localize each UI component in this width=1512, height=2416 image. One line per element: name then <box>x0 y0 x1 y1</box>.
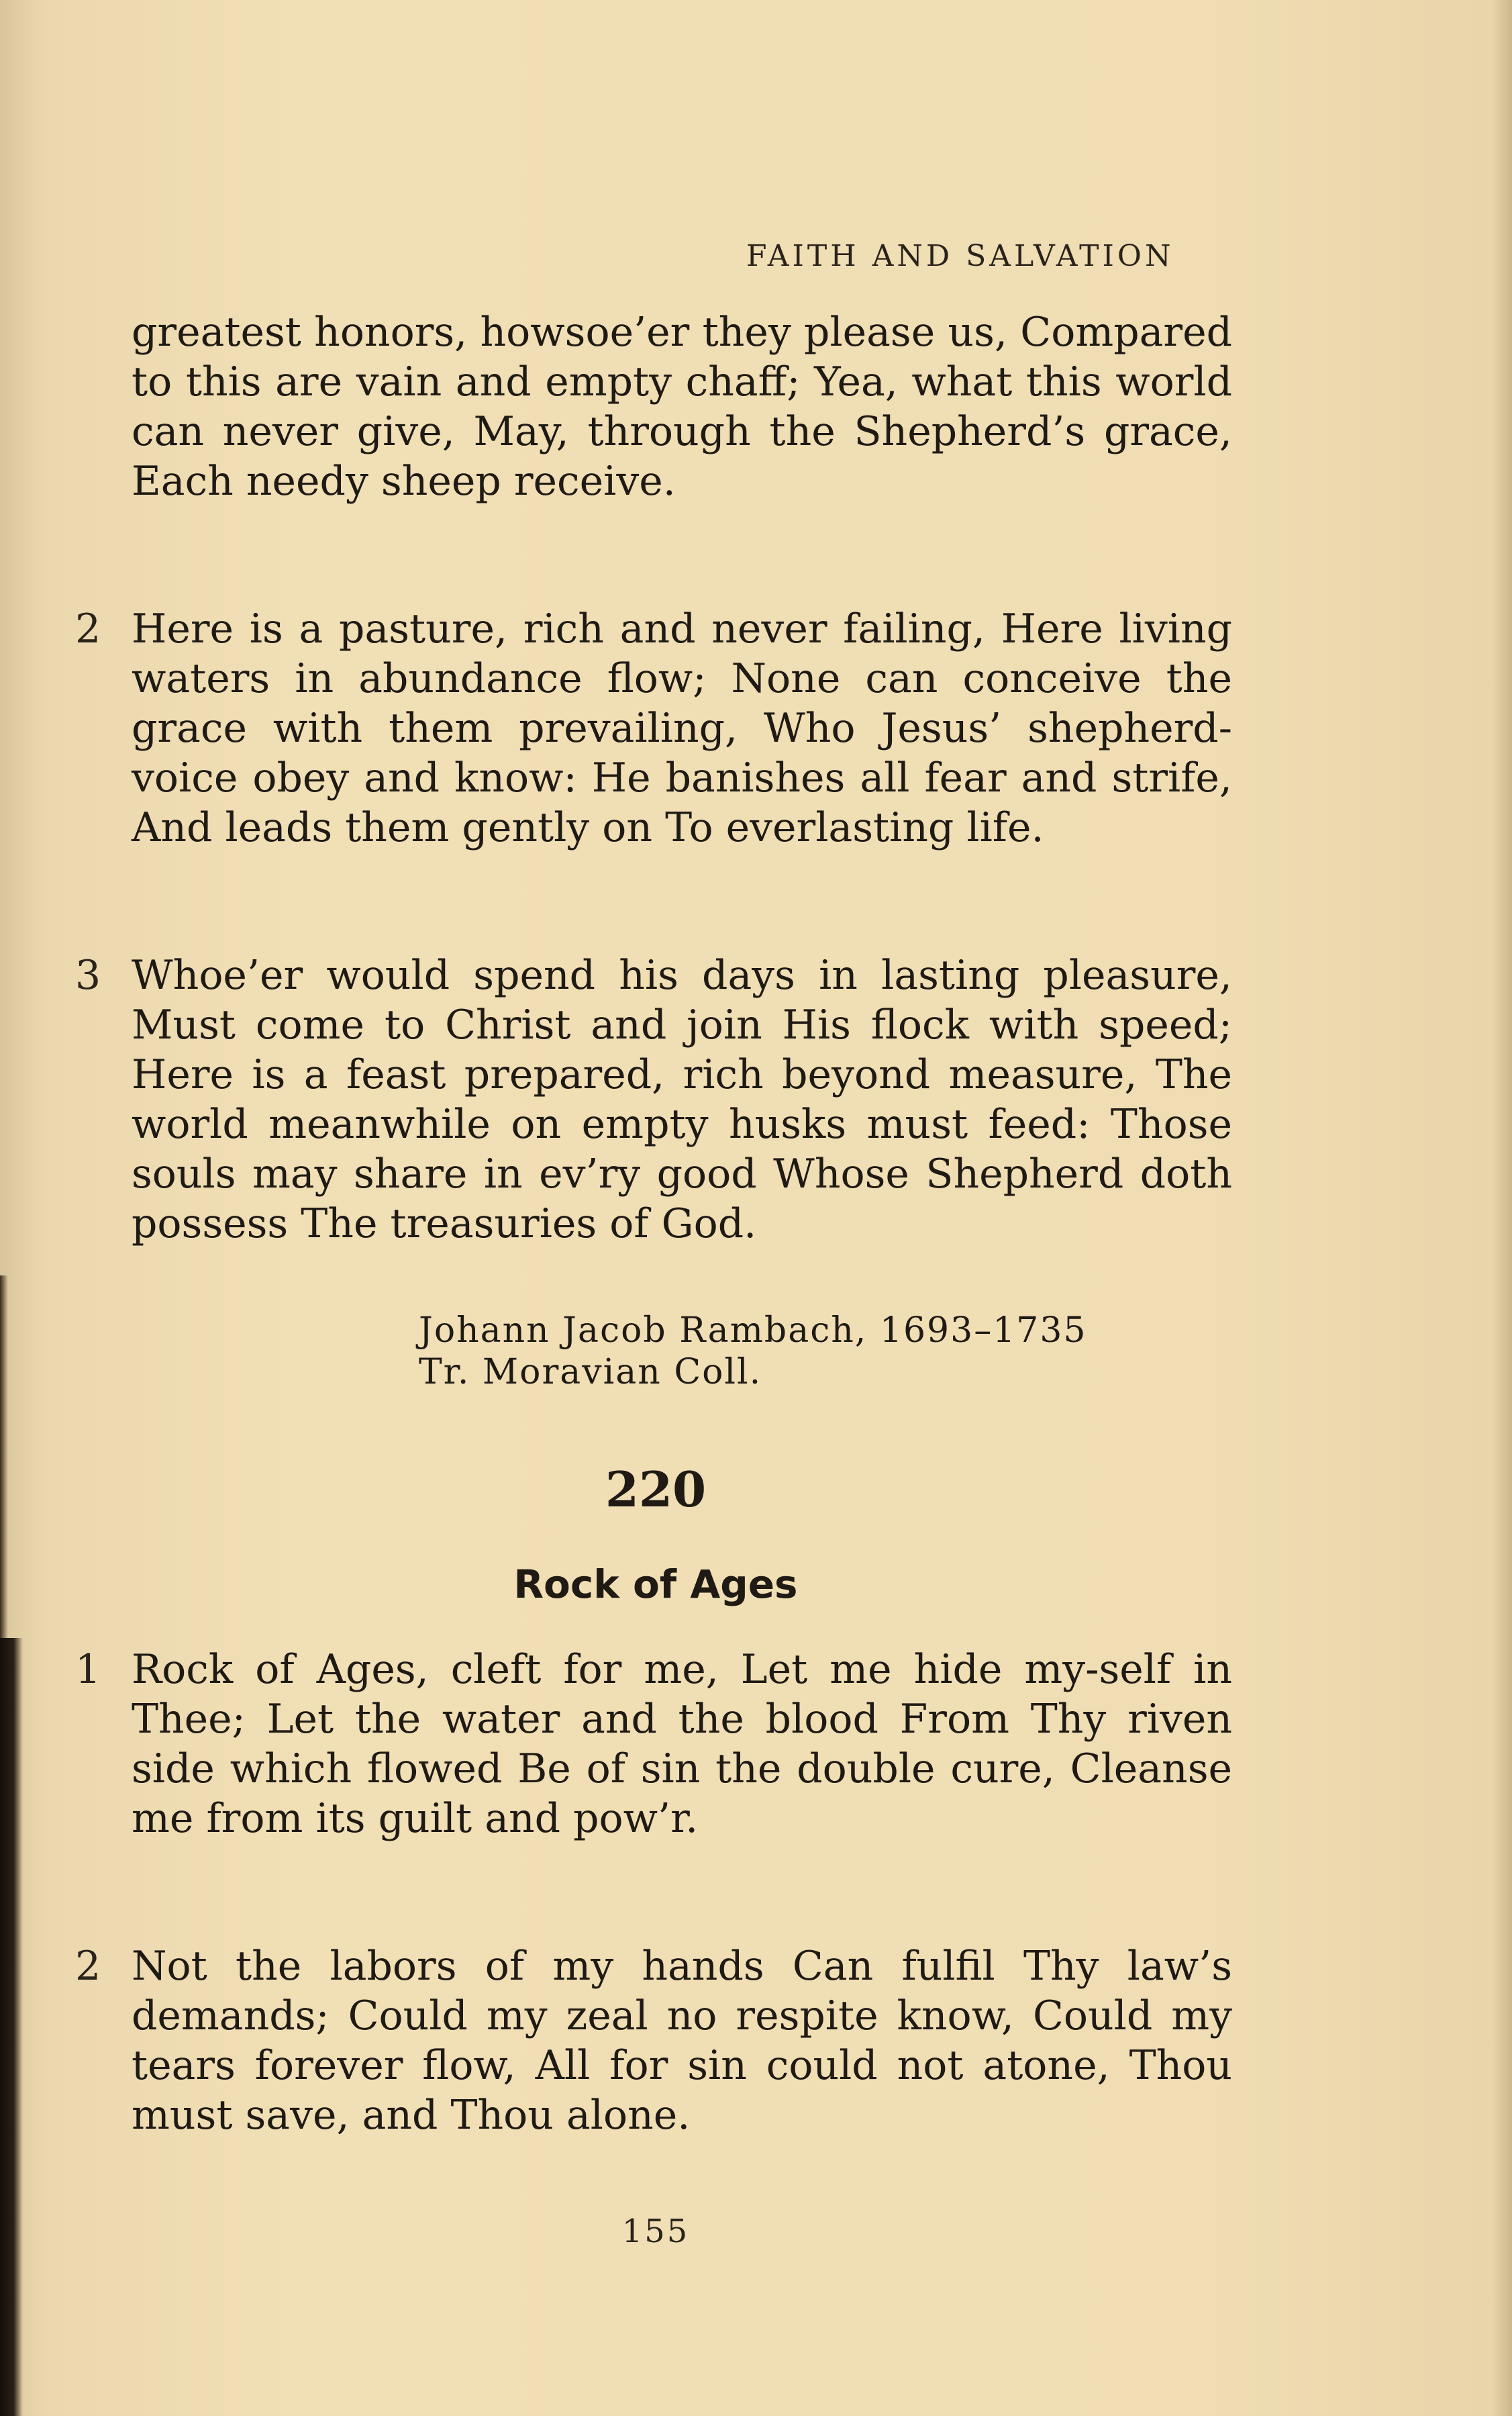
stanza-text: Rock of Ages, cleft for me, Let me hide my-self in Thee; Let the water and the blood From Thy riven side which flowed Be of sin the double cure, Cleanse me from its guilt and pow’r. <box>132 1646 1232 1842</box>
stanza-number: 3 <box>75 952 101 999</box>
author-credit: Johann Jacob Rambach, 1693–1735 <box>419 1310 1087 1351</box>
stanza-text: Whoe’er would spend his days in lasting pleasure, Must come to Christ and join His flock with speed; Here is a feast prepared, rich beyond measure, The world meanwhile on empty husks must feed: Those souls may share in ev’ry good Whose Shepherd doth possess The treasuries of God. <box>132 952 1232 1247</box>
stanza-text: Not the labors of my hands Can fulfil Thy law’s demands; Could my zeal no respite know, Could my tears forever flow, All for sin could not atone, Thou must save, and Thou alone. <box>132 1943 1232 2139</box>
stanza-number: 2 <box>75 606 101 653</box>
page-number: 155 <box>621 2213 690 2250</box>
continuation-text: greatest honors, howsoe’er they please us, Compared to this are vain and empty chaff; Yea, what this world can never give, May, through the Shepherd’s grace, Each needy sheep receive. <box>132 309 1232 505</box>
stanza-number: 1 <box>75 1646 101 1693</box>
hymn-number: 220 <box>605 1461 707 1518</box>
hymn-title: Rock of Ages <box>513 1561 798 1607</box>
page-right-edge <box>1492 0 1512 2416</box>
running-head: FAITH AND SALVATION <box>746 239 1174 273</box>
stanza-number: 2 <box>75 1943 101 1990</box>
translator-credit: Tr. Moravian Coll. <box>419 1352 762 1392</box>
page-binding-edge <box>0 1638 23 2416</box>
stanza-text: Here is a pasture, rich and never failing, Here living waters in abundance flow; None can conceive the grace with them prevailing, Who Jesus’ shepherd-voice obey and know: He banishes all fear and strife, And leads them gently on To everlasting life. <box>132 606 1232 851</box>
